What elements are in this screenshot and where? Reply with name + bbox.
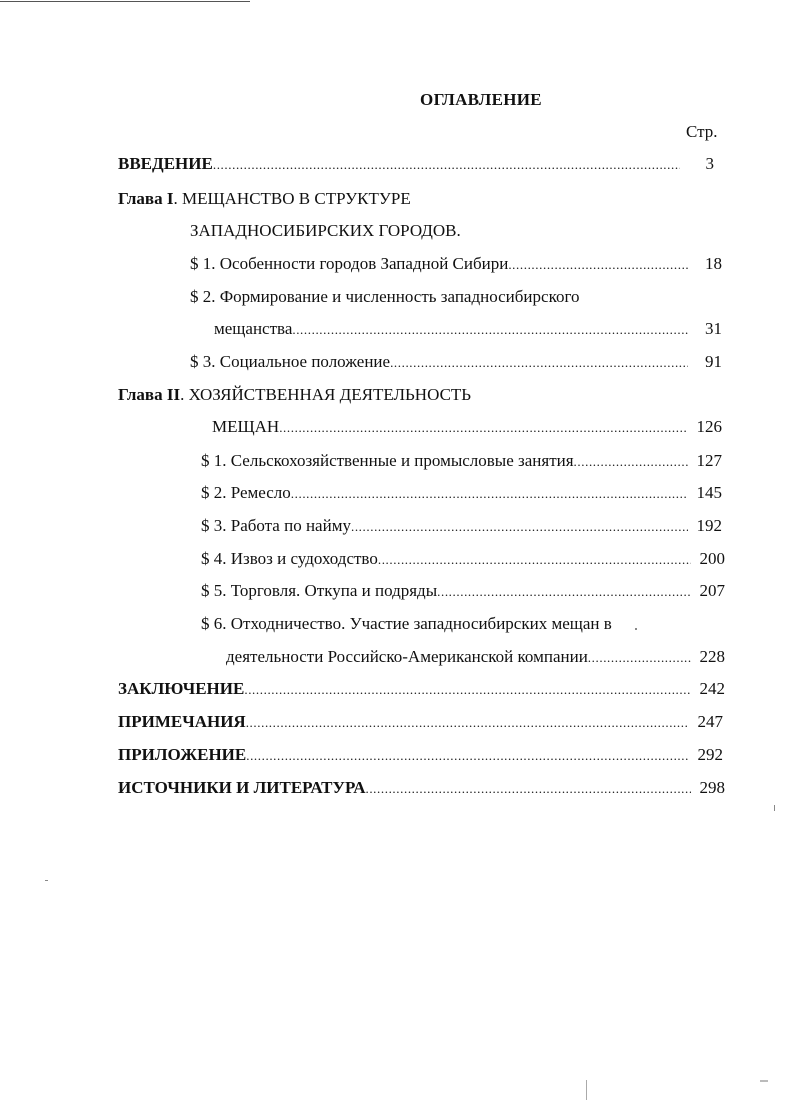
toc-entry-ch2[interactable] xyxy=(212,416,722,439)
toc-entry-label: $ 2. Ремесло xyxy=(201,483,291,502)
toc-entry-ch2-s2[interactable] xyxy=(201,482,722,505)
toc-entry-label: $ 1. Особенности городов Западной Сибири xyxy=(190,254,509,273)
toc-entry-ch1-s1[interactable] xyxy=(190,253,722,276)
toc-chapter-1-heading[interactable] xyxy=(118,188,411,210)
toc-chapter-1-heading-cont: ЗАПАДНОСИБИРСКИХ ГОРОДОВ. xyxy=(190,221,461,240)
toc-entry-label: ИСТОЧНИКИ И ЛИТЕРАТУРА xyxy=(118,778,366,797)
toc-entry-page: 192 xyxy=(696,516,722,535)
leader-dots xyxy=(279,417,688,439)
toc-entry-label: ПРИЛОЖЕНИЕ xyxy=(118,745,247,764)
scan-speck xyxy=(45,880,48,881)
leader-dots xyxy=(574,451,688,473)
scan-speck xyxy=(586,1080,587,1100)
toc-entry-ch2-s6-line1[interactable]: $ 6. Отходничество. Участие западносибирских мещан в xyxy=(201,614,612,633)
leader-dots xyxy=(292,319,688,341)
scan-speck xyxy=(635,628,637,630)
toc-entry-page: 3 xyxy=(705,154,714,173)
chapter-title: . МЕЩАНСТВО В СТРУКТУРЕ xyxy=(173,189,411,208)
leader-dots xyxy=(213,154,680,176)
toc-entry-page: 207 xyxy=(699,581,725,600)
toc-title: ОГЛАВЛЕНИЕ xyxy=(420,90,542,109)
toc-entry-page: 127 xyxy=(696,451,722,470)
toc-entry-label: $ 3. Социальное положение xyxy=(190,352,391,371)
toc-entry-page: 247 xyxy=(697,712,723,731)
toc-entry-label: мещанства xyxy=(214,319,293,338)
scan-speck xyxy=(760,1080,768,1082)
leader-dots xyxy=(365,778,691,800)
toc-entry-page: 18 xyxy=(705,254,722,273)
toc-entry-label: ВВЕДЕНИЕ xyxy=(118,154,213,173)
toc-entry-label: деятельности Российско-Американской компании xyxy=(226,647,588,666)
toc-entry-page: 228 xyxy=(699,647,725,666)
toc-entry-label: МЕЩАН xyxy=(212,417,280,436)
toc-entry-sources[interactable] xyxy=(118,777,725,800)
toc-entry-ch2-s1[interactable] xyxy=(201,450,722,473)
toc-entry-page: 126 xyxy=(696,417,722,436)
toc-entry-ch2-s5[interactable] xyxy=(201,580,725,603)
toc-entry-label: $ 1. Сельскохозяйственные и промысловые занятия xyxy=(201,451,574,470)
toc-entry-conclusion[interactable] xyxy=(118,678,725,701)
leader-dots xyxy=(378,549,691,571)
toc-entry-ch2-s6[interactable] xyxy=(226,646,725,669)
toc-entry-page: 145 xyxy=(696,483,722,502)
chapter-prefix: Глава I xyxy=(118,189,174,208)
page-column-header: Стр. xyxy=(686,122,718,141)
leader-dots xyxy=(246,745,689,767)
toc-entry-ch2-s4[interactable] xyxy=(201,548,725,571)
leader-dots xyxy=(291,483,688,505)
toc-entry-notes[interactable] xyxy=(118,711,723,734)
toc-entry-ch1-s3[interactable] xyxy=(190,351,722,374)
toc-chapter-2-heading[interactable] xyxy=(118,384,471,406)
toc-entry-label: $ 4. Извоз и судоходство xyxy=(201,549,378,568)
leader-dots xyxy=(588,647,691,669)
toc-entry-label: ПРИМЕЧАНИЯ xyxy=(118,712,246,731)
leader-dots xyxy=(351,516,688,538)
toc-entry-ch1-s2[interactable] xyxy=(214,318,722,341)
toc-entry-label: ЗАКЛЮЧЕНИЕ xyxy=(118,679,245,698)
toc-entry-label: $ 3. Работа по найму xyxy=(201,516,351,535)
chapter-title: . ХОЗЯЙСТВЕННАЯ ДЕЯТЕЛЬНОСТЬ xyxy=(180,385,472,404)
chapter-prefix: Глава II xyxy=(118,385,181,404)
toc-entry-page: 242 xyxy=(699,679,725,698)
leader-dots xyxy=(390,352,688,374)
toc-entry-intro[interactable] xyxy=(118,153,714,176)
leader-dots xyxy=(437,581,691,603)
scan-speck xyxy=(774,805,775,811)
toc-entry-ch2-s3[interactable] xyxy=(201,515,722,538)
leader-dots xyxy=(508,254,688,276)
toc-entry-page: 298 xyxy=(699,778,725,797)
toc-entry-page: 292 xyxy=(697,745,723,764)
toc-entry-page: 91 xyxy=(705,352,722,371)
toc-entry-page: 200 xyxy=(699,549,725,568)
toc-entry-page: 31 xyxy=(705,319,722,338)
leader-dots xyxy=(244,679,691,701)
toc-entry-ch1-s2-line1[interactable]: $ 2. Формирование и численность западносибирского xyxy=(190,287,580,306)
leader-dots xyxy=(246,712,689,734)
scan-artifact-line xyxy=(0,1,250,2)
toc-entry-appendix[interactable] xyxy=(118,744,723,767)
toc-entry-label: $ 5. Торговля. Откупа и подряды xyxy=(201,581,438,600)
